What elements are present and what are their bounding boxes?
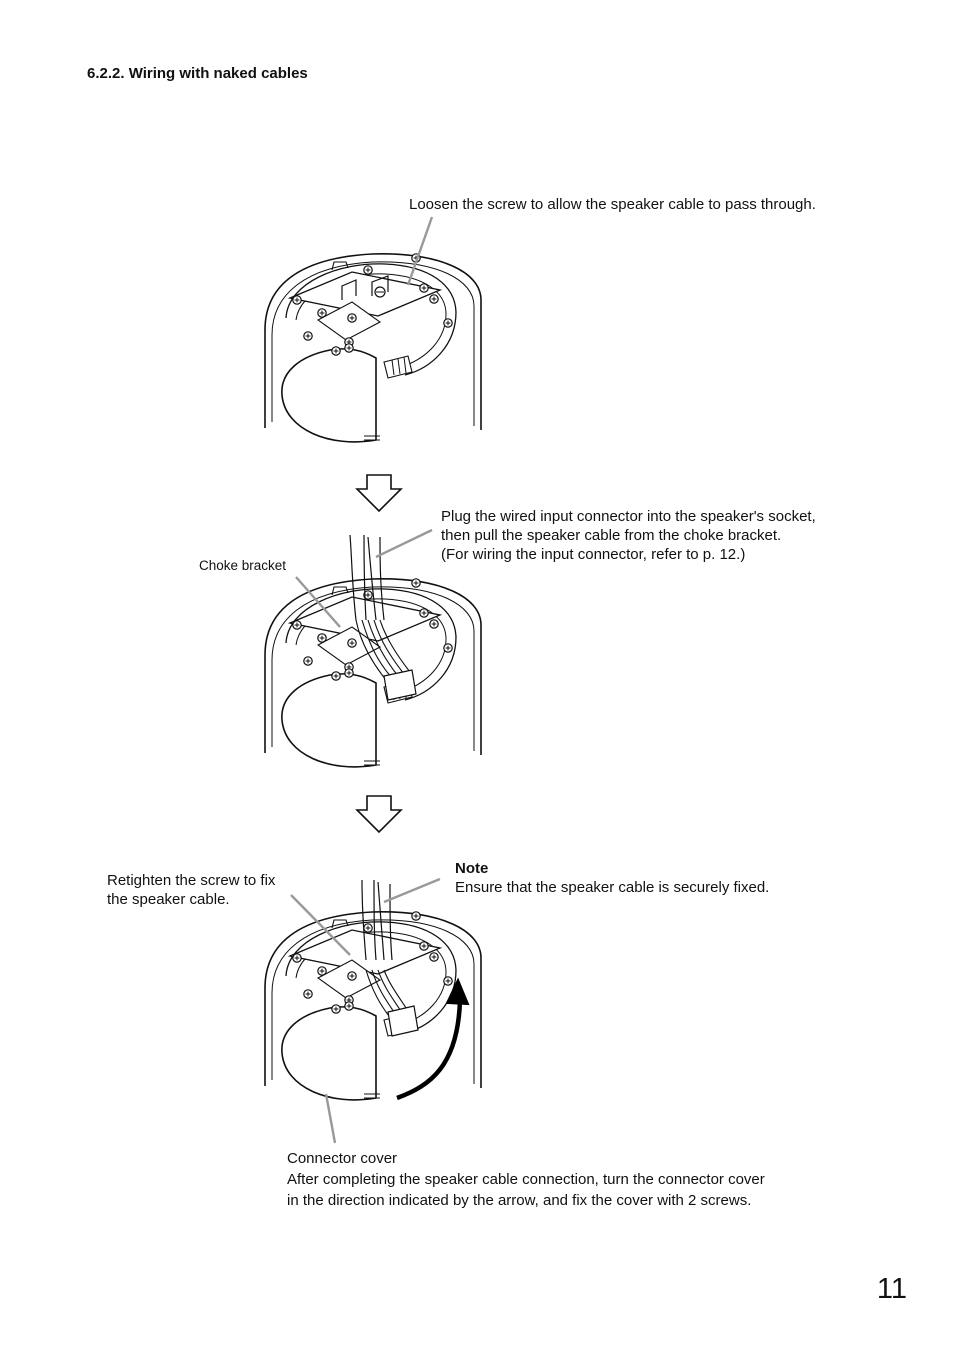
note-title: Note	[455, 860, 489, 877]
step2-callout-line3: (For wiring the input connector, refer to p. 12.)	[441, 546, 746, 563]
figure-step2	[265, 530, 481, 767]
step2-callout-line2: then pull the speaker cable from the choke bracket.	[441, 527, 782, 544]
figure-step1	[265, 217, 481, 442]
note-text: Ensure that the speaker cable is securely fixed.	[455, 879, 770, 896]
note-leader-line	[384, 879, 440, 902]
connector-cover-label: Connector cover	[287, 1150, 398, 1167]
step1-leader-line	[408, 217, 432, 285]
step2-leader-line	[376, 530, 432, 557]
retighten-line2: the speaker cable.	[107, 891, 230, 908]
down-arrow-2	[357, 796, 401, 832]
step2-callout-line1: Plug the wired input connector into the speaker's socket,	[441, 508, 816, 525]
choke-bracket-label: Choke bracket	[199, 558, 287, 573]
figure-step3	[265, 879, 481, 1143]
cover-leader-line	[326, 1094, 335, 1143]
cover-instruction-line1: After completing the speaker cable connection, turn the connector cover	[287, 1171, 765, 1188]
down-arrow-1	[357, 475, 401, 511]
retighten-line1: Retighten the screw to fix	[107, 872, 276, 889]
cover-instruction-line2: in the direction indicated by the arrow, and fix the cover with 2 screws.	[287, 1192, 752, 1209]
step1-callout: Loosen the screw to allow the speaker cable to pass through.	[409, 196, 816, 213]
section-heading: 6.2.2. Wiring with naked cables	[87, 65, 308, 82]
page-number: 11	[876, 1273, 907, 1305]
